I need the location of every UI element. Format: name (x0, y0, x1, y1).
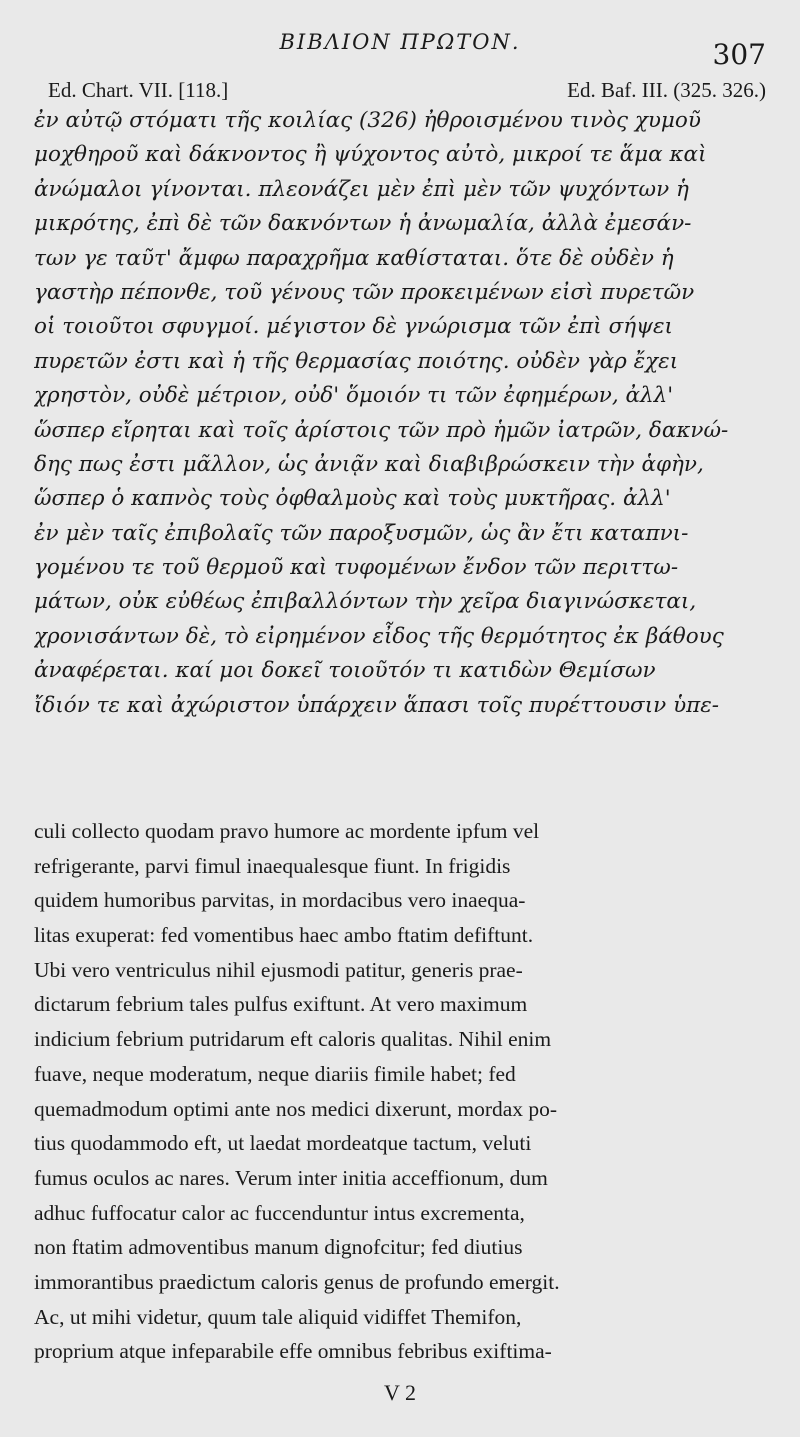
latin-text-line: tius quodammodo eft, ut laedat mordeatque tactum, veluti (34, 1131, 532, 1156)
greek-text-line: ἀνώμαλοι γίνονται. πλεονάζει μὲν ἐπὶ μὲν τῶν ψυχόντων ἡ (34, 176, 689, 202)
greek-text-line: ἀναφέρεται. καί μοι δοκεῖ τοιοῦτόν τι κατιδὼν Θεμίσων (34, 658, 656, 684)
greek-text-line: ἐν μὲν ταῖς ἐπιβολαῖς τῶν παροξυσμῶν, ὡς ἂν ἔτι καταπνι- (34, 520, 689, 546)
latin-text-line: refrigerante, parvi fimul inaequalesque fiunt. In frigidis (34, 853, 511, 878)
latin-text-line: culi collecto quodam pravo humore ac mordente ipfum vel (34, 819, 540, 843)
latin-text-line: proprium atque infeparabile effe omnibus febribus exiftima- (34, 1339, 552, 1364)
greek-text-line: οἱ τοιοῦτοι σφυγμοί. μέγιστον δὲ γνώρισμα τῶν ἐπὶ σήψει (34, 314, 673, 340)
greek-text-line: γομένου τε τοῦ θερμοῦ καὶ τυφομένων ἔνδον τῶν περιττω- (34, 555, 679, 581)
greek-text-line: πυρετῶν ἐστι καὶ ἡ τῆς θερμασίας ποιότης. οὐδὲν γὰρ ἔχει (34, 348, 679, 374)
latin-text-line: dictarum febrium tales pulfus exiftunt. At vero maximum (34, 992, 528, 1017)
page-number: 307 (712, 38, 766, 71)
greek-text-line: χρηστὸν, οὐδὲ μέτριον, οὐδ' ὅμοιόν τι τῶν ἐφημέρων, ἀλλ' (34, 383, 674, 409)
latin-text-line: fumus oculos ac nares. Verum inter initia acceffionum, dum (34, 1165, 548, 1190)
greek-text-line: δης πως ἐστι μᾶλλον, ὡς ἀνιᾷν καὶ διαβιβρώσκειν τὴν ἁφὴν, (34, 451, 704, 477)
latin-text-line: fuave, neque moderatum, neque diariis fimile habet; fed (34, 1061, 516, 1086)
edition-reference-right: Ed. Baf. III. (325. 326.) (567, 78, 766, 102)
latin-text-line: quidem humoribus parvitas, in mordacibus vero inaequa- (34, 888, 526, 913)
greek-text-line: χρονισάντων δὲ, τὸ εἰρημένον εἶδος τῆς θερμότητος ἐκ βάθους (34, 623, 724, 649)
running-title: ΒΙΒΛΙΟΝ ΠΡΩΤΟΝ. (279, 30, 521, 54)
edition-reference-left: Ed. Chart. VII. [118.] (48, 78, 229, 102)
greek-text-line: μάτων, οὐκ εὐθέως ἐπιβαλλόντων τὴν χεῖρα διαγινώσκεται, (34, 589, 697, 615)
greek-text-line: μικρότης, ἐπὶ δὲ τῶν δακνόντων ἡ ἀνωμαλία, ἀλλὰ ἐμεσάν- (34, 211, 692, 237)
latin-text-line: immorantibus praedictum caloris genus de profundo emergit. (34, 1269, 560, 1294)
latin-text-block (34, 814, 764, 1369)
greek-text-line: ὥσπερ εἴρηται καὶ τοῖς ἀρίστοις τῶν πρὸ ἡμῶν ἰατρῶν, δακνώ- (34, 417, 729, 443)
greek-text-line: των γε ταῦτ' ἄμφω παραχρῆμα καθίσταται. ὅτε δὲ οὐδὲν ἡ (34, 245, 674, 271)
greek-text-line: γαστὴρ πέπονθε, τοῦ γένους τῶν προκειμένων εἰσὶ πυρετῶν (34, 279, 695, 305)
latin-text-line: quemadmodum optimi ante nos medici dixerunt, mordax po- (34, 1096, 558, 1121)
greek-text-block (34, 104, 769, 723)
greek-text-line: ἐν αὐτῷ στόματι τῆς κοιλίας (326) ἠθροισμένου τινὸς χυμοῦ (34, 108, 701, 133)
latin-text-line: adhuc fuffocatur calor ac fuccenduntur intus excrementa, (34, 1200, 525, 1225)
latin-text-line: Ac, ut mihi videtur, quum tale aliquid vidiffet Themifon, (34, 1304, 522, 1329)
signature-mark: V 2 (384, 1380, 416, 1405)
edition-reference-line (48, 78, 766, 103)
latin-text-line: indicium febrium putridarum eft caloris qualitas. Nihil enim (34, 1027, 552, 1052)
greek-text-line: μοχθηροῦ καὶ δάκνοντος ἢ ψύχοντος αὐτὸ, μικροί τε ἅμα καὶ (34, 142, 707, 168)
greek-text-line: ὥσπερ ὁ καπνὸς τοὺς ὀφθαλμοὺς καὶ τοὺς μυκτῆρας. ἀλλ' (34, 486, 671, 512)
latin-text-line: non ftatim admoventibus manum dignofcitur; fed diutius (34, 1235, 523, 1260)
latin-text-line: Ubi vero ventriculus nihil ejusmodi patitur, generis prae- (34, 957, 523, 982)
latin-text-line: litas exuperat: fed vomentibus haec ambo ftatim defiftunt. (34, 923, 534, 948)
greek-text-line: ἴδιόν τε καὶ ἀχώριστον ὑπάρχειν ἅπασι τοῖς πυρέττουσιν ὑπε- (34, 692, 720, 718)
